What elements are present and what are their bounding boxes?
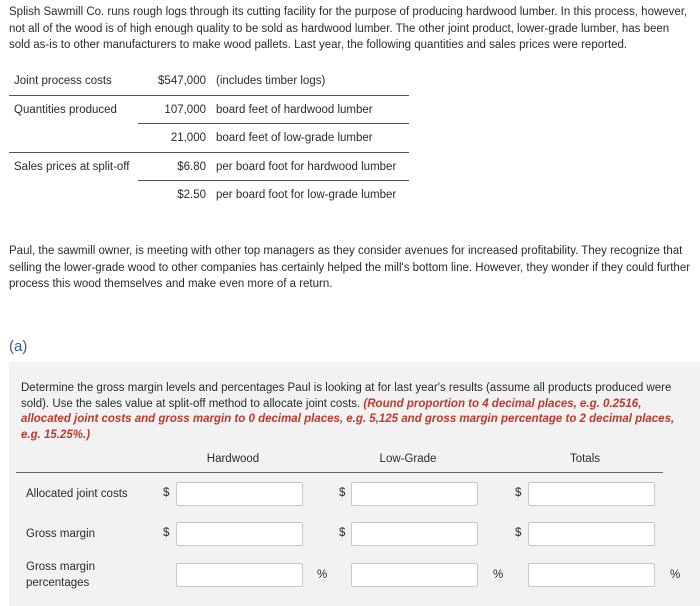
gm-pct-totals-input[interactable] bbox=[528, 563, 655, 587]
percent-symbol: % bbox=[670, 569, 681, 581]
allocated-lowgrade-input[interactable] bbox=[351, 482, 478, 506]
currency-symbol: $ bbox=[515, 527, 522, 539]
hardwood-qty-desc: board feet of hardwood lumber bbox=[216, 104, 373, 116]
row-label-allocated: Allocated joint costs bbox=[26, 488, 128, 500]
table-divider bbox=[9, 152, 409, 153]
col-header-hardwood: Hardwood bbox=[206, 453, 260, 465]
col-header-totals: Totals bbox=[569, 453, 601, 465]
table-divider bbox=[138, 180, 409, 181]
quantities-label: Quantities produced bbox=[14, 104, 117, 116]
joint-costs-value: $547,000 bbox=[158, 75, 206, 87]
percent-symbol: % bbox=[317, 569, 328, 581]
gross-margin-totals-input[interactable] bbox=[528, 522, 655, 546]
lowgrade-qty-value: 21,000 bbox=[170, 132, 206, 144]
col-header-lowgrade: Low-Grade bbox=[379, 453, 437, 465]
gm-pct-lowgrade-input[interactable] bbox=[351, 563, 478, 587]
hardwood-price-desc: per board foot for hardwood lumber bbox=[216, 161, 397, 173]
lowgrade-price-value: $2.50 bbox=[177, 189, 206, 201]
problem-context: Paul, the sawmill owner, is meeting with other top managers as they consider avenues for increased profitability. They recognize that selling the lower-grade wood to other companies has certainly helped the mill's bottom line. However, they wonder if they could further process this wood themselves and make even more of a return. bbox=[9, 245, 691, 290]
row-label-gross-margin: Gross margin bbox=[26, 528, 96, 540]
gross-margin-hardwood-input[interactable] bbox=[176, 522, 303, 546]
header-underline bbox=[16, 472, 663, 473]
sales-prices-label: Sales prices at split-off bbox=[14, 161, 130, 173]
lowgrade-qty-desc: board feet of low-grade lumber bbox=[216, 132, 373, 144]
allocated-hardwood-input[interactable] bbox=[176, 482, 303, 506]
instructions-text: Determine the gross margin levels and percentages Paul is looking at for last year's results (assume all products produced were sold). Use the sales value at split-off method to allocate joint costs. bbox=[21, 382, 672, 410]
row-label-gm-percentages: Gross margin percentages bbox=[26, 561, 96, 589]
hardwood-price-value: $6.80 bbox=[177, 161, 206, 173]
currency-symbol: $ bbox=[163, 527, 170, 539]
joint-costs-desc: (includes timber logs) bbox=[216, 75, 326, 87]
instructions bbox=[21, 381, 685, 443]
problem-intro: Splish Sawmill Co. runs rough logs through its cutting facility for the purpose of producing hardwood lumber. In this process, however, not all of the wood is of high enough quality to be sold as hardwood lumber. The other joint product, lower-grade lumber, has been sold as-is to other manufacturers to make wood pallets. Last year, the following quantities and sales prices were reported. bbox=[9, 6, 688, 51]
currency-symbol: $ bbox=[163, 487, 170, 499]
percent-symbol: % bbox=[493, 569, 504, 581]
table-divider bbox=[138, 123, 409, 124]
lowgrade-price-desc: per board foot for low-grade lumber bbox=[216, 189, 397, 201]
currency-symbol: $ bbox=[515, 487, 522, 499]
joint-costs-label: Joint process costs bbox=[14, 75, 112, 87]
currency-symbol: $ bbox=[339, 487, 346, 499]
gross-margin-lowgrade-input[interactable] bbox=[351, 522, 478, 546]
currency-symbol: $ bbox=[339, 527, 346, 539]
table-divider bbox=[9, 95, 409, 96]
rounding-instructions: (Round proportion to 4 decimal places, e.g. 0.2516, allocated joint costs and gross margin to 0 decimal places, e.g. 5,125 and gross margin percentage to 2 decimal places, e.g. 15.25%.) bbox=[21, 397, 675, 441]
gm-pct-hardwood-input[interactable] bbox=[176, 563, 303, 587]
part-label: (a) bbox=[9, 338, 28, 355]
hardwood-qty-value: 107,000 bbox=[164, 104, 206, 116]
allocated-totals-input[interactable] bbox=[528, 482, 655, 506]
